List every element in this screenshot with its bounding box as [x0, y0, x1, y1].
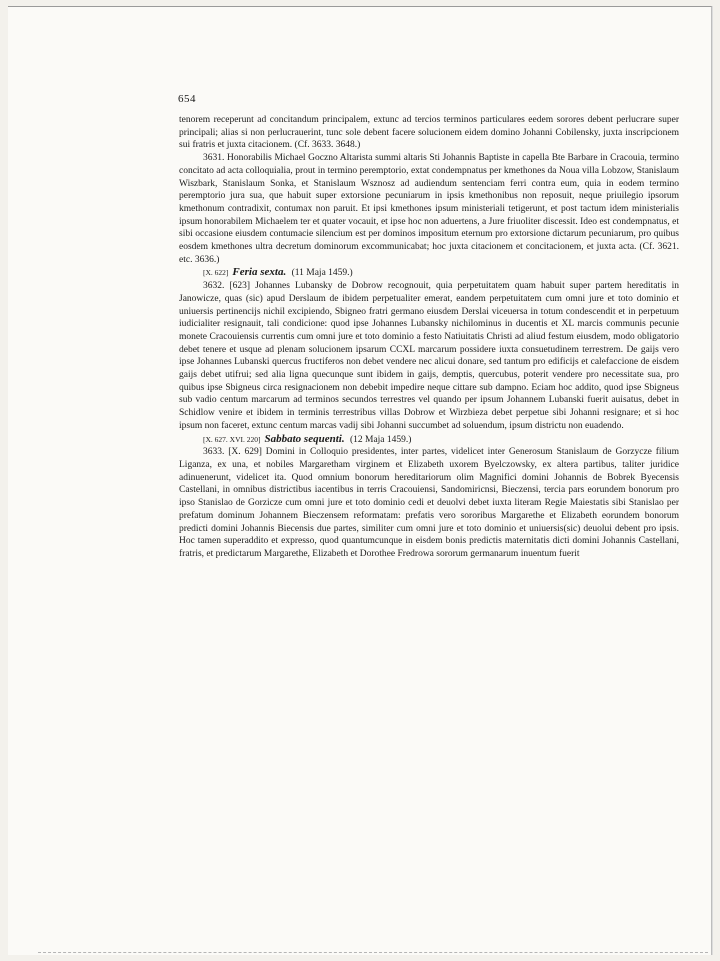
date-heading-feria-sexta: [179, 266, 679, 280]
page-bottom-edge: [38, 952, 708, 953]
entry-3631: 3631. Honorabilis Michael Goczno Altarista summi altaris Sti Johannis Baptiste in capella Bte Barbare in Cracouia, termino concitato ad acta colloquialia, prout in termino peremptorio, extat condempnatus per kmethones da Noua villa Lobzow, Stanislaum Wiszbark, Stanislaum Sonka, et Stanislaum Wsznosz ad audiendum sentenciam ferri contra eum, quia in eodem termino peremptorio jura sua, que habuit super extorsione pecuniarum in ipsis kmethonibus non reposuit, neque priuilegio ipsorum kmethonum contradixit, contumax non paruit. Et ipsi kmethones ipsum ministeriali tetigerunt, et post tactum idem ministerialis ipsum honorabilem Michaelem ter et quater vocauit, et ipse hoc non aduertens, a Jure friuoliter discessit. Ideo est condempnatus, et sibi occasione eiusdem contumacie silencium est per dominos impositum eternum pro extorsione dictarum pecuniarum, pro quibus eosdem kmethones ultra decretum dominorum excommunicabat; hoc juxta citacionem et concitacionem, et juxta acta. (Cf. 3621. etc. 3636.): [179, 153, 679, 265]
source-reference: [X. 627. XVI. 220]: [203, 434, 261, 444]
paragraph-continuation: tenorem receperunt ad concitandum principalem, extunc ad tercios terminos particulares eedem sorores debent perlucrare super principali; alias si non perlucrauerint, tunc sole debent facere solucionem eidem domino Johanni Cobilensky, juxta inscripcionem sui fratris et juxta citacionem. (Cf. 3633. 3648.): [179, 115, 679, 151]
page-body: [179, 114, 679, 561]
entry-3633: 3633. [X. 629] Domini in Colloquio presidentes, inter partes, videlicet inter Generosum Stanislaum de Gorzycze filium Liganza, ex una, et nobiles Margaretham virginem et Elizabeth uxorem Byelczowsky, ex altera partibus, taliter juridice adinuenerunt, videlicet ita. Quod omnium bonorum hereditariorum olim Magnifici domini Johannis de Bobrek Byecensis Castellani, in omnibus districtibus iacentibus in terris Cracouiensi, Sandomiricnsi, Bieczensi, tercia pars eorundem bonorum pro ipso Stanislao de Gorzicze cum omni jure et toto dominio cedi et deuolvi debet iuxta literam Regie Maiestatis sibi Stanislao per prefatum dominum Johannem Bieczensem reformatam: prefatis vero sororibus Margarethe et Elizabeth eorundem bonorum predicti domini Johannis Biecensis due partes, similiter cum omni jure et toto dominio et uniuersis(sic) deuolui debent pro ipsis. Hoc tamen superaddito et expresso, quod quantumcunque in eisdem bonis predictis maternitatis dicti domini Johannis Castellani, fratris, et predictarum Margarethe, Elizabeth et Dorothee Fredrowa sororum germanarum inuentum fuerit: [179, 447, 679, 559]
feast-title: Sabbato sequenti.: [264, 432, 345, 445]
document-page: [8, 6, 712, 955]
feast-title: Feria sexta.: [232, 266, 287, 279]
source-reference: [X. 622]: [203, 268, 229, 278]
date-heading-sabbato: [179, 433, 679, 447]
heading-date: (12 Maja 1459.): [349, 434, 412, 445]
heading-date: (11 Maja 1459.): [291, 268, 353, 279]
page-number: 654: [178, 93, 196, 105]
entry-3632: 3632. [623] Johannes Lubansky de Dobrow recognouit, quia perpetuitatem quam habuit super partem hereditatis in Janowicze, quas (sic) apud Derslaum de ibidem perpetualiter emerat, eandem perpetuitatem cum omni jure et toto dominio et uniuersis pertinencijs nichil excipiendo, Sbigneo fratri germano eiusdem Derslai viceuersa in totum condescendit et in perpetuum iudicialiter resignauit, tali condicione: quod ipse Johannes Lubansky nichilominus in ducentis et XL marcis communis pecunie monete Cracouiensis currentis cum omni jure et toto dominio a festo Natiuitatis Christi ad aliud festum eiusdem, modo obligatorio debet tenere et usque ad plenam solucionem ipsarum CCXL marcarum possidere iuxta consuetudinem terrestrem. De gaijs vero ipse Johannes Lubanski quercus fructiferos non debet vendere nec alicui donare, sed tantum pro edificijs et calefaccione de eisdem gaijs debet utifrui; sed alia ligna quecunque sunt ibidem in gaijs, demptis, quercubus, poterit vendere pro necessitate sua, pro quibus ipse Sbigneus circa resignacionem non debebit impedire neque cittare sub dampno. Eciam hoc addito, quod ipse Sbigneus sub vadio centum marcarum ad terminos secundos terrestres vel quando per ipsum Johannem Lubanski fuerit auisatus, debet in Schidlow venire et ibidem in terminis terrestribus villas Dobrow et Wirzbieza debet perpetue sibi Johanni resignare; et si hoc ipsum non faceret, extunc centum marcas vadij sibi Johanni succumbet ad soluendum, ipsum districtu non euadendo.: [179, 281, 679, 431]
